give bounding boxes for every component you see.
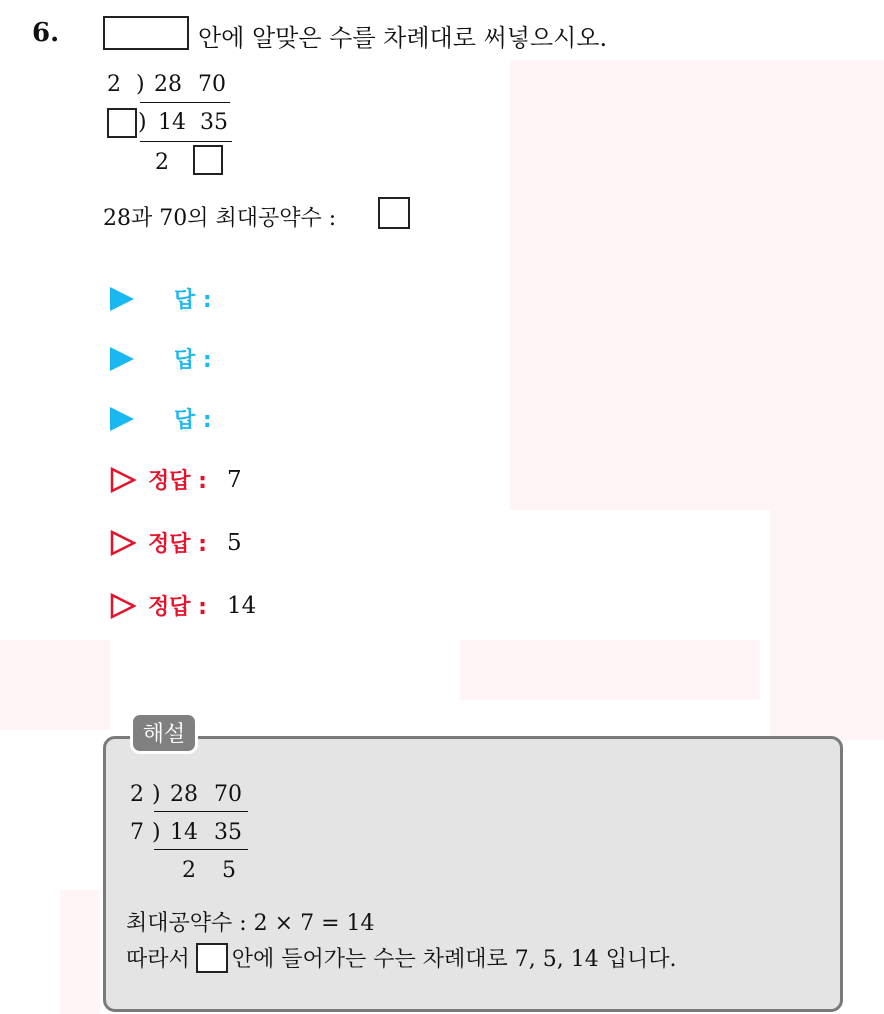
division-line-2 [140,141,232,142]
exp-bracket-1: ) [152,782,161,807]
blank-box [103,16,189,50]
exp-bracket-2: ) [152,820,161,845]
answer-marker-icon [110,347,134,371]
correct-label: 정답 : [148,595,207,620]
exp-dividend-2a: 14 [170,820,198,845]
answer-marker-icon [110,287,134,311]
correct-value: 5 [226,529,242,556]
explanation-blank-box [196,943,228,973]
division-line-1 [140,102,230,103]
correct-marker-icon [110,530,136,556]
bracket-1: ) [136,72,145,97]
answer-label: 답 : [174,348,212,373]
gcd-label: 28과 70의 최대공약수 : [103,206,337,231]
question-number: 6. [32,18,60,48]
answer-row-2 [110,343,212,374]
correct-value: 7 [226,466,242,493]
gcd-blank [378,197,410,229]
exp-division-line-1 [154,811,248,812]
dividend-2a: 14 [158,110,186,135]
exp-dividend-1b: 70 [214,782,242,807]
explanation-line-2-prefix: 따라서 [126,947,190,972]
correct-row-1 [110,464,242,495]
correct-marker-icon [110,593,136,619]
correct-label: 정답 : [148,469,207,494]
correct-row-2 [110,527,242,558]
exp-quotient-a: 2 [182,858,196,883]
divisor-1: 2 [107,72,121,97]
correct-row-3 [110,590,256,621]
dividend-1a: 28 [154,72,182,97]
answer-marker-icon [110,407,134,431]
correct-label: 정답 : [148,532,207,557]
explanation-line-2 [126,942,676,973]
exp-dividend-2b: 35 [214,820,242,845]
correct-value: 14 [226,592,257,619]
answer-label: 답 : [174,408,212,433]
divisor-2-blank [107,108,137,138]
answer-row-3 [110,403,212,434]
explanation-line-2-suffix: 안에 들어가는 수는 차례대로 7, 5, 14 입니다. [231,947,677,972]
bracket-2: ) [138,110,147,135]
explanation-line-1: 최대공약수 : 2 × 7 = 14 [126,911,375,936]
answer-row-1 [110,283,212,314]
quotient-b-blank [193,145,223,175]
exp-division-line-2 [154,849,248,850]
exp-quotient-b: 5 [222,858,236,883]
exp-divisor-1: 2 [130,782,144,807]
question-instruction: 안에 알맞은 수를 차례대로 써넣으시오. [198,24,608,52]
answer-label: 답 : [174,288,212,313]
quotient-a: 2 [155,150,169,175]
exp-dividend-1a: 28 [170,782,198,807]
correct-marker-icon [110,467,136,493]
dividend-1b: 70 [198,72,226,97]
dividend-2b: 35 [200,110,228,135]
exp-divisor-2: 7 [130,820,144,845]
explanation-tag: 해설 [130,712,198,754]
